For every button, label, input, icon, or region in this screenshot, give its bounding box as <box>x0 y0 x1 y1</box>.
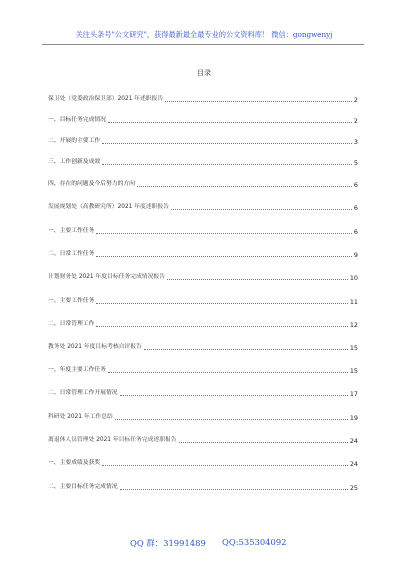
toc-entry-label: 计划财务处 2021 年度目标任务完成情况报告 <box>48 274 165 281</box>
toc-entry[interactable] <box>48 225 358 235</box>
toc-leader-dots <box>96 256 352 257</box>
toc-entry-label: 离退休人员管理处 2021 年目标任务完成述职报告 <box>48 437 177 444</box>
toc-entry-label: 二、日常管理工作 <box>48 321 95 328</box>
toc-entry[interactable] <box>48 135 358 145</box>
toc-leader-dots <box>137 186 352 187</box>
toc-leader-dots <box>108 372 348 373</box>
toc-page-number: 17 <box>349 389 358 398</box>
toc-page-number: 6 <box>353 180 358 189</box>
toc-entry-label: 四、存在的问题及今后努力的方向 <box>48 181 135 188</box>
toc-entry-label: 一、主要工作任务 <box>48 228 95 235</box>
toc-leader-dots <box>115 419 348 420</box>
toc-page-number: 9 <box>353 250 358 259</box>
toc-entry-label: 科研处 2021 年工作总结 <box>48 414 113 421</box>
toc-entry-label: 一、年度主要工作任务 <box>48 367 106 374</box>
toc-leader-dots <box>96 326 347 327</box>
toc-page-number: 5 <box>353 158 358 167</box>
toc-entry-label: 一、主要成绩及获奖 <box>48 460 101 467</box>
toc-page-number: 10 <box>349 273 358 282</box>
toc-entry[interactable] <box>48 156 358 166</box>
toc-entry-label: 三、工作创新及成效 <box>48 159 101 166</box>
toc-entry-label: 二、开展的主要工作 <box>48 138 101 145</box>
toc-entry[interactable] <box>48 387 358 397</box>
toc-entry[interactable] <box>48 178 358 188</box>
toc-entry[interactable] <box>48 201 358 211</box>
toc-leader-dots <box>165 101 352 102</box>
toc-page-number: 6 <box>353 203 358 212</box>
toc-entry[interactable] <box>48 114 358 124</box>
toc-page-number: 24 <box>349 459 358 468</box>
toc-leader-dots <box>96 233 352 234</box>
toc-leader-dots <box>102 143 352 144</box>
toc-entry[interactable] <box>48 295 358 305</box>
page-header-banner: 关注头条号"公文研究"，获得最新最全最专业的公文资料库！ 微信：gongwenyj <box>75 30 333 39</box>
toc-page-number: 6 <box>353 227 358 236</box>
toc-entry-label: 二、主要目标任务完成情况 <box>48 484 118 491</box>
toc-entry-label: 二、日常工作任务 <box>48 251 95 258</box>
toc-entry[interactable] <box>48 271 358 281</box>
toc-page-number: 25 <box>349 483 358 492</box>
toc-leader-dots <box>171 209 352 210</box>
toc-page-number: 11 <box>349 297 358 306</box>
toc-entry[interactable] <box>48 457 358 467</box>
page-footer <box>0 537 408 551</box>
toc-title: 目录 <box>197 69 211 77</box>
header-divider <box>42 44 364 45</box>
toc-leader-dots <box>167 279 348 280</box>
toc-leader-dots <box>96 303 347 304</box>
toc-leader-dots <box>108 122 352 123</box>
toc-page-number: 2 <box>353 95 358 104</box>
toc-page-number: 3 <box>353 137 358 146</box>
toc-entry-label: 发展规划处（高教研究所）2021 年度述职报告 <box>48 204 169 211</box>
toc-entry[interactable] <box>48 434 358 444</box>
toc-entry-label: 一、主要工作任务 <box>48 298 95 305</box>
toc-leader-dots <box>102 164 352 165</box>
toc-entry-label: 教务处 2021 年度目标考核自评报告 <box>48 344 142 351</box>
toc-leader-dots <box>120 395 348 396</box>
toc-entry[interactable] <box>48 481 358 491</box>
toc-page-number: 24 <box>349 436 358 445</box>
toc-entry[interactable] <box>48 318 358 328</box>
toc-leader-dots <box>120 489 348 490</box>
toc-entry-label: 一、目标任务完成情况 <box>48 117 106 124</box>
toc-leader-dots <box>144 349 348 350</box>
toc-page-number: 15 <box>349 343 358 352</box>
toc-entry[interactable] <box>48 248 358 258</box>
toc-entry[interactable] <box>48 411 358 421</box>
toc-entry-label: 二、日常管理工作开展情况 <box>48 390 118 397</box>
toc-page-number: 12 <box>349 320 358 329</box>
toc-entry[interactable] <box>48 341 358 351</box>
toc-leader-dots <box>102 465 348 466</box>
toc-leader-dots <box>179 442 348 443</box>
footer-qq: QQ:535304092 <box>222 537 287 547</box>
toc-entry[interactable] <box>48 93 358 103</box>
toc-page-number: 15 <box>349 366 358 375</box>
toc-page-number: 2 <box>353 116 358 125</box>
footer-qq-group: QQ 群：31991489 <box>130 538 206 548</box>
toc-entry-label: 保卫处（党委政治保卫部）2021 年述职报告 <box>48 96 164 103</box>
toc-page-number: 19 <box>349 413 358 422</box>
toc-entry[interactable] <box>48 364 358 374</box>
